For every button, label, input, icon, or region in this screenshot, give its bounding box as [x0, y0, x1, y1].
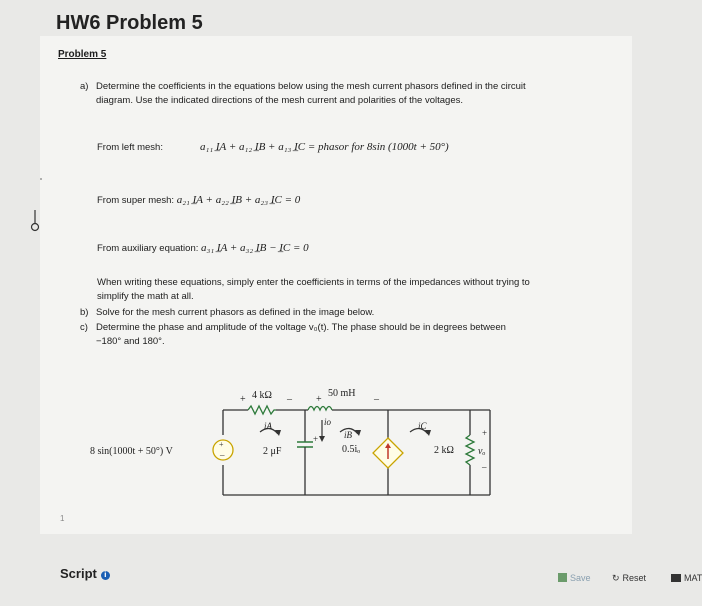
problem-label: Problem 5 — [58, 49, 107, 60]
question-c-text: Determine the phase and amplitude of the voltage v₀(t). The phase should be in degrees between −180° and 180°. — [96, 322, 506, 347]
aux-formula: a₃₁ I̲A + a₃₂ I̲B − I̲C = 0 — [201, 242, 309, 254]
question-c-label: c) — [80, 322, 88, 333]
save-label: Save — [570, 573, 591, 583]
source-plus: + — [219, 440, 224, 449]
save-button[interactable] — [558, 573, 591, 583]
left-mesh-label: From left mesh: — [97, 142, 163, 153]
question-a — [80, 80, 540, 108]
question-b-text: Solve for the mesh current phasors as defined in the image below. — [96, 307, 375, 318]
current-b-label: iB — [344, 430, 352, 440]
auxiliary-equation — [97, 242, 309, 254]
script-label — [60, 566, 110, 581]
current-a-label: iA — [264, 421, 272, 431]
info-icon[interactable]: i — [101, 571, 110, 580]
capacitor-label: 2 μF — [263, 446, 282, 457]
side-dot — [40, 178, 42, 180]
question-b-label: b) — [80, 307, 89, 318]
current-c-label: iC — [418, 421, 427, 431]
reset-label: Reset — [622, 573, 647, 583]
circuit-diagram — [80, 380, 510, 500]
note-text: When writing these equations, simply enter the coefficients in terms of the impedances without trying to simplify the math at all. — [97, 277, 530, 302]
matlab-icon — [671, 574, 681, 582]
resistor-2-label: 2 kΩ — [434, 445, 454, 456]
script-label-text: Script — [60, 566, 97, 581]
probe-icon — [30, 210, 40, 232]
source-label: 8 sin(1000t + 50°) V — [90, 446, 173, 457]
question-a-label: a) — [80, 81, 89, 92]
super-mesh-equation — [97, 194, 300, 206]
resistor-4k — [248, 406, 276, 414]
matlab-button[interactable] — [671, 573, 702, 583]
question-b — [80, 306, 374, 320]
inductor-label: 50 mH — [328, 388, 356, 399]
inductor-50mh — [308, 407, 332, 411]
question-c — [80, 321, 520, 349]
inductor-minus: – — [374, 394, 379, 405]
resistor-1-plus: + — [240, 394, 246, 405]
reset-button[interactable] — [612, 573, 646, 584]
inductor-plus: + — [316, 394, 322, 405]
mat-label: MAT — [684, 573, 702, 583]
vo-plus: + — [482, 428, 488, 438]
resistor-1-minus: – — [287, 394, 292, 405]
capacitor-plus: + — [313, 434, 319, 444]
source-minus: – — [220, 450, 225, 460]
aux-label: From auxiliary equation: — [97, 243, 199, 254]
vo-minus: – — [482, 462, 487, 472]
current-o-label: io — [324, 417, 332, 427]
resistor-2k — [466, 435, 474, 465]
vo-label: vₒ — [478, 446, 486, 457]
resistor-1-label: 4 kΩ — [252, 390, 272, 401]
left-mesh-formula: a₁₁ I̲A + a₁₂ I̲B + a₁₃ I̲C = phasor for 8sin (1000t + 50°) — [200, 141, 449, 153]
dependent-source-label: 0.5iₒ — [342, 444, 361, 455]
side-number: 1 — [60, 514, 65, 523]
reset-icon: ↻ — [612, 573, 620, 583]
super-mesh-formula: a₂₁ I̲A + a₂₂ I̲B + a₂₃ I̲C = 0 — [176, 194, 301, 206]
question-a-text: Determine the coefficients in the equations below using the mesh current phasors defined in the circuit diagram. Use the indicated directions of the mesh current and polarities of the voltages. — [96, 81, 526, 106]
left-mesh-equation — [97, 141, 449, 153]
super-mesh-label: From super mesh: — [97, 195, 175, 206]
save-icon — [558, 573, 567, 582]
capacitor-2uf — [297, 442, 313, 447]
page-title: HW6 Problem 5 — [56, 12, 203, 34]
